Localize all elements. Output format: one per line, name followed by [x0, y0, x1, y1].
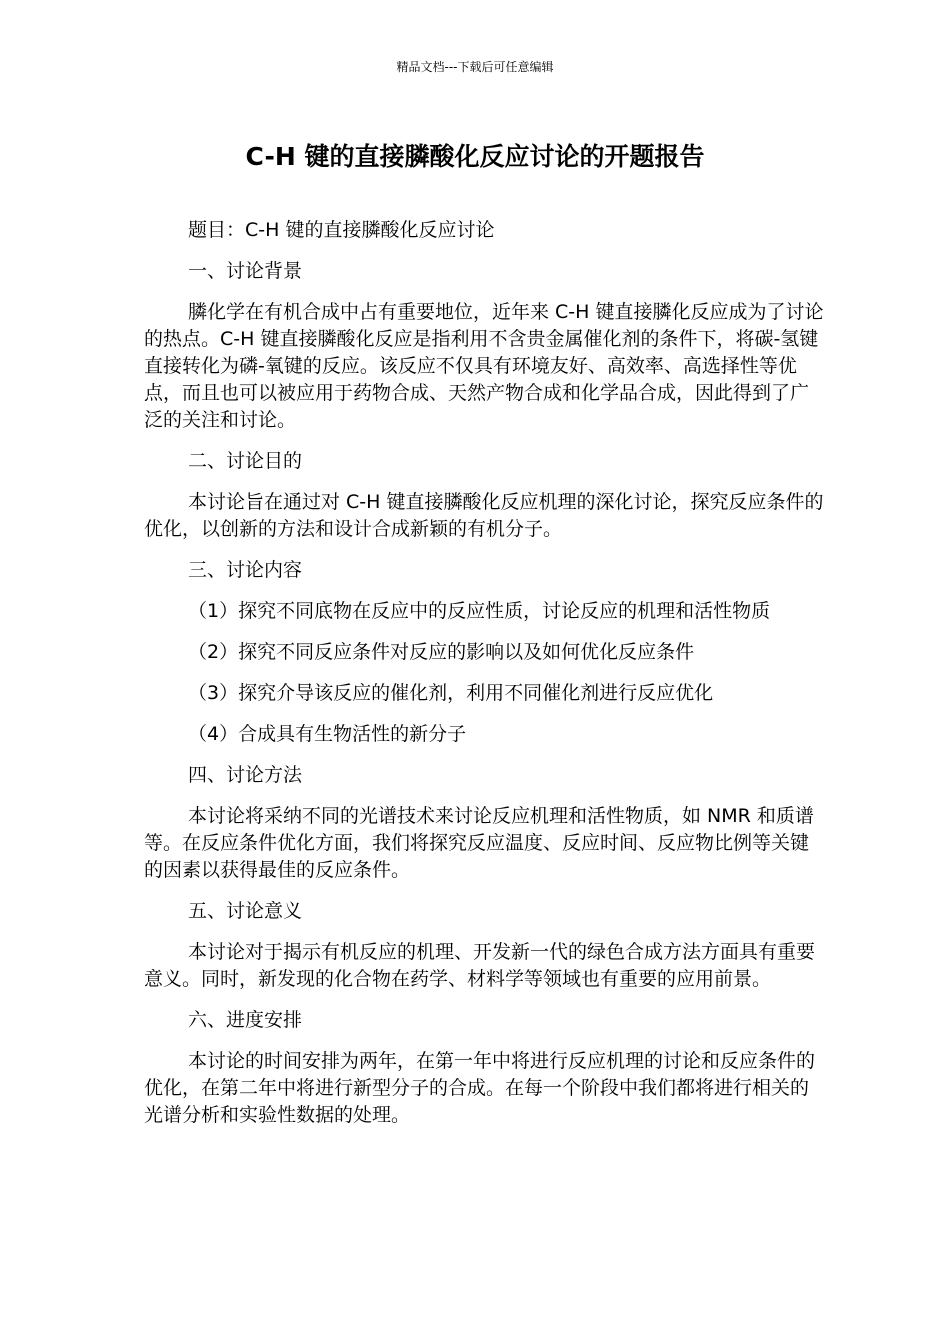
content-item-1: （1）探究不同底物在反应中的反应性质，讨论反应的机理和活性物质 [188, 600, 771, 622]
section-heading-purpose: 二、讨论目的 [188, 450, 303, 472]
significance-paragraph: 本讨论对于揭示有机反应的机理、开发新一代的绿色合成方法方面具有重要意义。同时，新发现的化合物在药学、材料学等领域也有重要的应用前景。 [144, 941, 816, 990]
background-paragraph: 膦化学在有机合成中占有重要地位，近年来 C-H 键直接膦化反应成为了讨论的热点。C-H 键直接膦酸化反应是指利用不含贵金属催化剂的条件下，将碳-氢键直接转化为磷-氧键的反应。该反应不仅具有环境友好、高效率、高选择性等优点，而且也可以被应用于药物合成、天然产物合成和化学品合成，因此得到了广泛的关注和讨论。 [144, 301, 824, 431]
header-watermark: 精品文档---下载后可任意编辑 [396, 60, 554, 74]
section-heading-content: 三、讨论内容 [188, 559, 303, 581]
topic-line: 题目：C-H 键的直接膦酸化反应讨论 [188, 219, 495, 241]
section-heading-schedule: 六、进度安排 [188, 1009, 303, 1031]
document-body [144, 217, 824, 1129]
section-heading-significance: 五、讨论意义 [188, 900, 303, 922]
method-paragraph: 本讨论将采纳不同的光谱技术来讨论反应机理和活性物质，如 NMR 和质谱等。在反应条件优化方面，我们将探究反应温度、反应时间、反应物比例等关键的因素以获得最佳的反应条件。 [144, 805, 814, 881]
schedule-paragraph: 本讨论的时间安排为两年，在第一年中将进行反应机理的讨论和反应条件的优化，在第二年中将进行新型分子的合成。在每一个阶段中我们都将进行相关的光谱分析和实验性数据的处理。 [144, 1050, 816, 1126]
content-item-4: （4）合成具有生物活性的新分子 [188, 723, 467, 745]
content-item-3: （3）探究介导该反应的催化剂，利用不同催化剂进行反应优化 [188, 682, 714, 704]
purpose-paragraph: 本讨论旨在通过对 C-H 键直接膦酸化反应机理的深化讨论，探究反应条件的优化，以创新的方法和设计合成新颖的有机分子。 [144, 491, 824, 540]
section-heading-background: 一、讨论背景 [188, 260, 303, 282]
content-item-2: （2）探究不同反应条件对反应的影响以及如何优化反应条件 [188, 641, 695, 663]
document-title: C-H 键的直接膦酸化反应讨论的开题报告 [245, 142, 705, 171]
section-heading-method: 四、讨论方法 [188, 764, 303, 786]
